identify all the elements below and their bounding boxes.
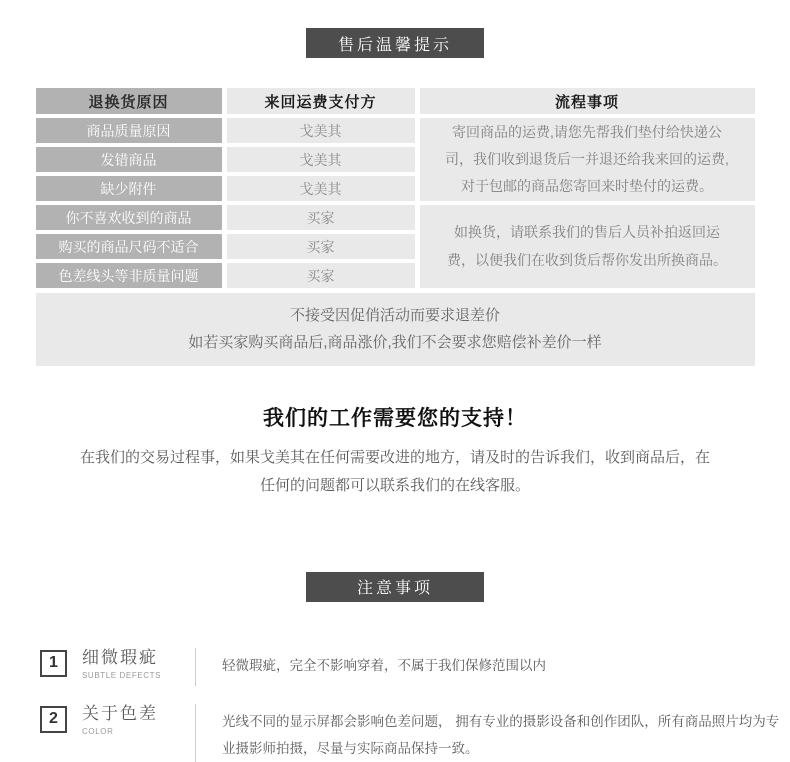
refund-policy-table [36,88,755,288]
table-row-payer: 买家 [227,263,415,288]
table-row-reason: 你不喜欢收到的商品 [36,205,222,230]
process-note-return: 寄回商品的运费,请您先帮我们垫付给快递公司，我们收到退货后一并退还给我来回的运费,对于包邮的商品您寄回来时垫付的运费。 [420,118,755,201]
note-subtitle: SUBTLE DEFECTS [82,670,162,680]
column-header-payer: 来回运费支付方 [227,88,415,114]
table-row-reason: 色差线头等非质量问题 [36,263,222,288]
after-sales-banner [306,28,484,58]
support-section [0,402,790,500]
table-row-payer: 买家 [227,234,415,259]
table-row-reason: 发错商品 [36,147,222,172]
support-body: 在我们的交易过程事，如果戈美其在任何需要改进的地方，请及时的告诉我们，收到商品后，在任何的问题都可以联系我们的在线客服。 [79,449,710,494]
after-sales-banner-label: 售后温馨提示 [337,36,452,54]
price-difference-note-line2: 如若买家购买商品后,商品涨价,我们不会要求您赔偿补差价一样 [188,334,602,351]
price-difference-note-line1: 不接受因促俏活动而要求退差价 [289,307,500,324]
process-note-exchange: 如换货，请联系我们的售后人员补拍返回运费，以便我们在收到货后帮你发出所换商品。 [420,205,755,288]
note-title-block [82,648,187,680]
note-number-badge: 2 [40,706,67,733]
vertical-divider [195,648,196,686]
vertical-divider [195,704,196,762]
table-row-payer: 买家 [227,205,415,230]
note-title: 关于色差 [82,703,158,723]
table-row-reason: 购买的商品尺码不适合 [36,234,222,259]
note-text: 光线不同的显示屏都会影响色差问题， 拥有专业的摄影设备和创作团队，所有商品照片均为专业摄影师拍摄，尽量与实际商品保持一致。 [222,713,780,756]
table-row-payer: 戈美其 [227,176,415,201]
table-row-payer: 戈美其 [227,118,415,143]
support-title: 我们的工作需要您的支持！ [263,407,527,430]
note-title-block [82,704,187,736]
note-number-badge: 1 [40,650,67,677]
column-header-reason: 退换货原因 [36,88,222,114]
column-header-process: 流程事项 [420,88,755,114]
table-row-reason: 缺少附件 [36,176,222,201]
note-item-subtle-defects [40,648,790,686]
note-title: 细微瑕疵 [82,647,158,667]
note-subtitle: COLOR [82,726,114,736]
price-difference-note [36,293,755,366]
notes-banner [306,572,484,602]
table-row-payer: 戈美其 [227,147,415,172]
notes-list [40,648,790,762]
note-text: 轻微瑕疵，完全不影响穿着，不属于我们保修范围以内 [222,657,546,673]
notes-banner-label: 注意事项 [356,580,433,597]
table-row-reason: 商品质量原因 [36,118,222,143]
note-item-color [40,704,790,762]
